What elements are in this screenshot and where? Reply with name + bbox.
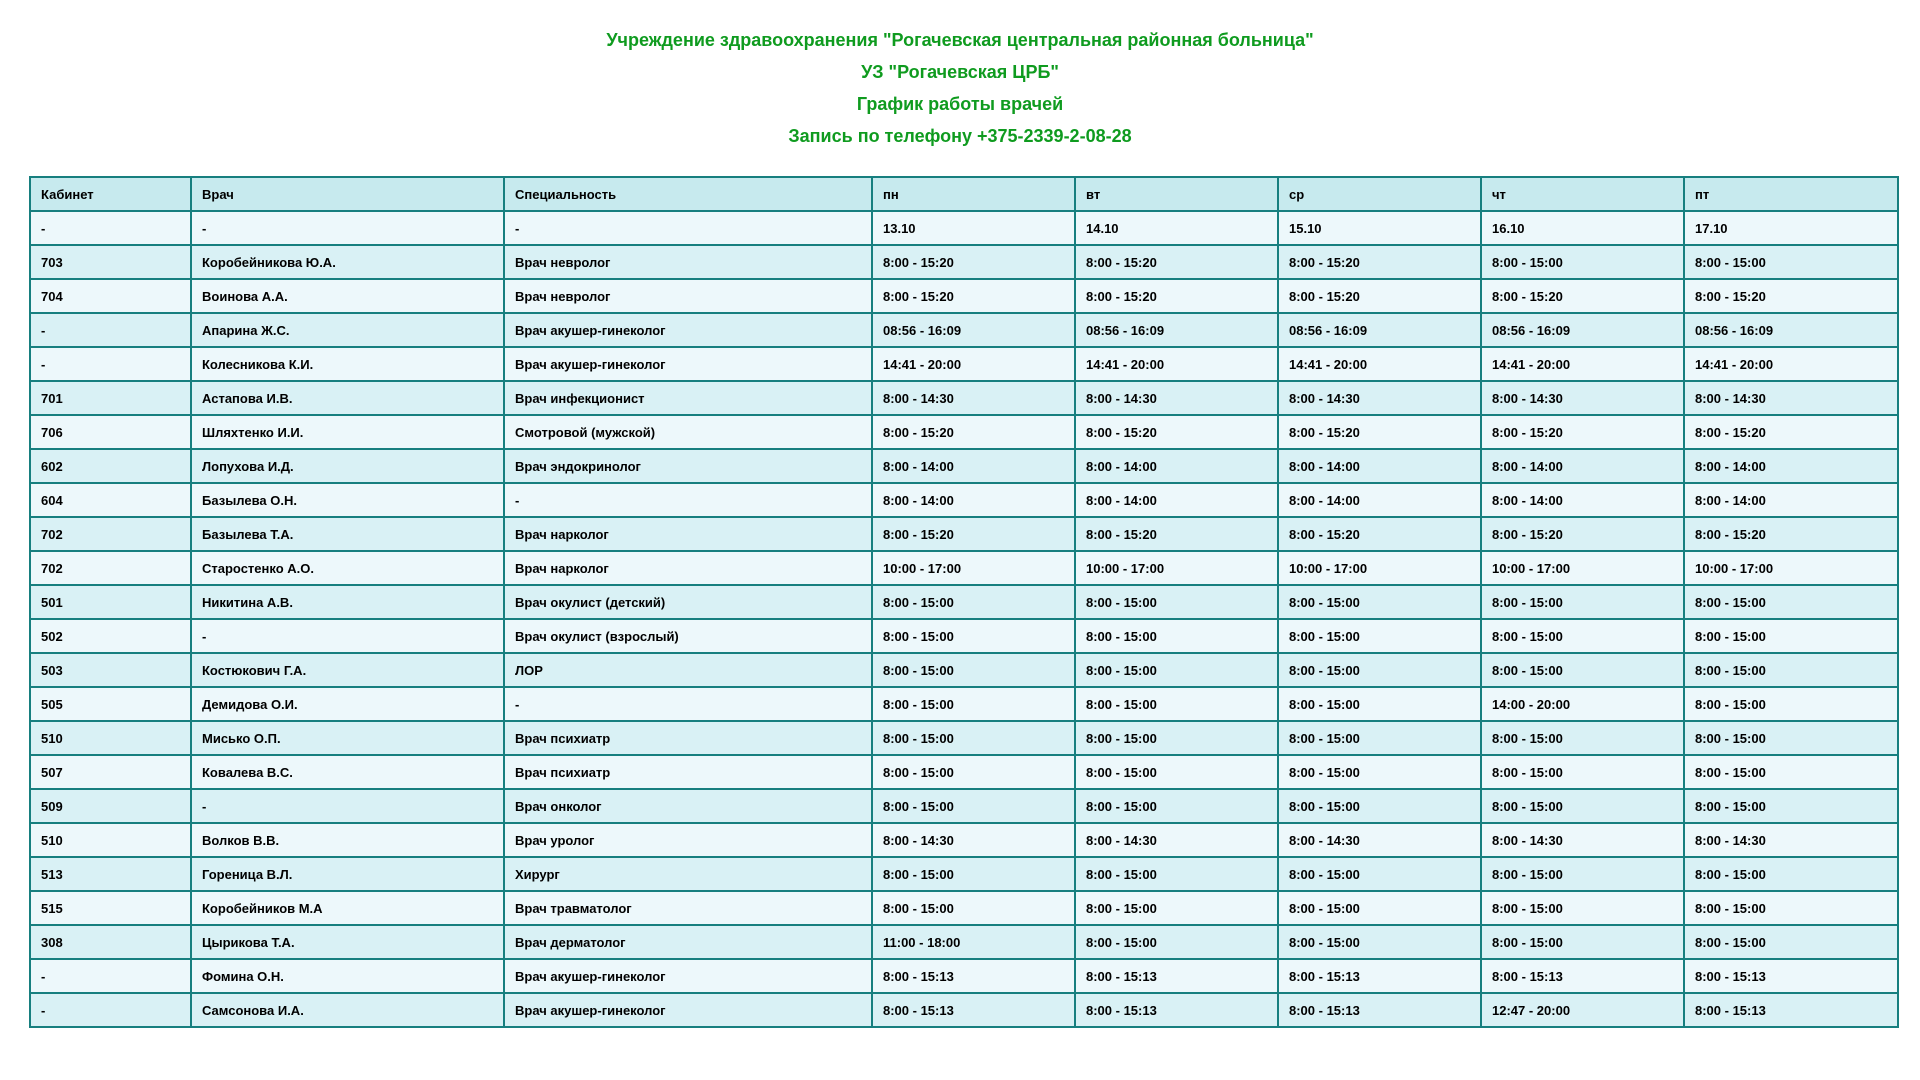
table-cell: 8:00 - 15:20 [1278, 415, 1481, 449]
table-cell: 604 [30, 483, 191, 517]
table-row [30, 721, 1898, 755]
table-cell: Врач акушер-гинеколог [504, 347, 872, 381]
table-cell: 8:00 - 15:00 [872, 653, 1075, 687]
table-cell: 08:56 - 16:09 [872, 313, 1075, 347]
table-cell: Апарина Ж.С. [191, 313, 504, 347]
table-cell: 8:00 - 15:00 [1684, 891, 1898, 925]
table-cell: 08:56 - 16:09 [1278, 313, 1481, 347]
table-cell: 8:00 - 15:00 [1684, 585, 1898, 619]
table-cell: 8:00 - 14:00 [872, 483, 1075, 517]
table-row [30, 313, 1898, 347]
column-header-2: Специальность [504, 177, 872, 211]
table-cell: 8:00 - 15:00 [1481, 653, 1684, 687]
table-cell: 701 [30, 381, 191, 415]
page-title-abbreviation: УЗ "Рогачевская ЦРБ" [861, 62, 1059, 82]
table-cell: 8:00 - 15:00 [1481, 721, 1684, 755]
table-row [30, 857, 1898, 891]
table-cell: - [504, 211, 872, 245]
table-cell: Ковалева В.С. [191, 755, 504, 789]
table-row [30, 959, 1898, 993]
column-header-5: ср [1278, 177, 1481, 211]
table-row [30, 245, 1898, 279]
table-row [30, 279, 1898, 313]
column-header-6: чт [1481, 177, 1684, 211]
table-row [30, 381, 1898, 415]
table-cell: 8:00 - 15:00 [1481, 755, 1684, 789]
table-cell: 502 [30, 619, 191, 653]
table-cell: 706 [30, 415, 191, 449]
table-cell: 8:00 - 14:00 [1684, 449, 1898, 483]
table-cell: Волков В.В. [191, 823, 504, 857]
table-cell: 8:00 - 15:20 [872, 415, 1075, 449]
table-cell: 8:00 - 15:13 [872, 959, 1075, 993]
table-cell: Демидова О.И. [191, 687, 504, 721]
page-header [0, 0, 1920, 152]
table-cell: - [30, 347, 191, 381]
table-cell: Никитина А.В. [191, 585, 504, 619]
table-cell: 8:00 - 15:00 [1684, 619, 1898, 653]
table-row [30, 653, 1898, 687]
table-cell: 10:00 - 17:00 [1481, 551, 1684, 585]
table-cell: 8:00 - 15:00 [1075, 619, 1278, 653]
table-cell: Врач дерматолог [504, 925, 872, 959]
table-cell: 10:00 - 17:00 [1278, 551, 1481, 585]
table-cell: - [30, 211, 191, 245]
table-cell: 8:00 - 15:00 [1481, 789, 1684, 823]
table-cell: 507 [30, 755, 191, 789]
table-cell: 8:00 - 15:20 [1075, 279, 1278, 313]
table-cell: 8:00 - 15:20 [1684, 279, 1898, 313]
table-cell: 8:00 - 15:00 [872, 789, 1075, 823]
table-cell: 703 [30, 245, 191, 279]
table-cell: 8:00 - 15:00 [1278, 891, 1481, 925]
table-row [30, 347, 1898, 381]
table-cell: 11:00 - 18:00 [872, 925, 1075, 959]
table-cell: 704 [30, 279, 191, 313]
table-cell: 8:00 - 15:00 [1075, 687, 1278, 721]
table-cell: 8:00 - 14:30 [1481, 381, 1684, 415]
table-cell: 8:00 - 15:00 [1075, 857, 1278, 891]
table-cell: 8:00 - 15:20 [872, 517, 1075, 551]
table-cell: 8:00 - 15:00 [1684, 687, 1898, 721]
table-row [30, 415, 1898, 449]
table-cell: 13.10 [872, 211, 1075, 245]
table-cell: Фомина О.Н. [191, 959, 504, 993]
table-cell: 08:56 - 16:09 [1684, 313, 1898, 347]
table-cell: 8:00 - 15:00 [1481, 585, 1684, 619]
table-cell: 8:00 - 15:00 [1075, 755, 1278, 789]
table-cell: 14:41 - 20:00 [872, 347, 1075, 381]
table-cell: Врач нарколог [504, 551, 872, 585]
table-cell: 8:00 - 15:00 [1075, 585, 1278, 619]
table-cell: Лопухова И.Д. [191, 449, 504, 483]
table-cell: 509 [30, 789, 191, 823]
table-cell: Коробейникова Ю.А. [191, 245, 504, 279]
table-cell: 8:00 - 15:20 [1481, 415, 1684, 449]
table-cell: 8:00 - 15:00 [1684, 789, 1898, 823]
table-cell: 8:00 - 14:30 [1278, 381, 1481, 415]
table-cell: 8:00 - 15:00 [1684, 857, 1898, 891]
table-cell: 702 [30, 517, 191, 551]
table-cell: 702 [30, 551, 191, 585]
table-cell: 8:00 - 15:00 [1278, 585, 1481, 619]
table-cell: ЛОР [504, 653, 872, 687]
table-cell: 8:00 - 15:13 [1684, 959, 1898, 993]
table-cell: 8:00 - 15:00 [1684, 925, 1898, 959]
table-cell: 8:00 - 15:00 [872, 687, 1075, 721]
table-cell: 14.10 [1075, 211, 1278, 245]
table-cell: Астапова И.В. [191, 381, 504, 415]
table-row [30, 993, 1898, 1027]
table-cell: 16.10 [1481, 211, 1684, 245]
table-cell: Врач акушер-гинеколог [504, 959, 872, 993]
table-cell: 8:00 - 14:00 [1075, 483, 1278, 517]
table-cell: 10:00 - 17:00 [872, 551, 1075, 585]
table-row [30, 891, 1898, 925]
table-cell: Костюкович Г.А. [191, 653, 504, 687]
table-cell: 8:00 - 15:20 [1278, 245, 1481, 279]
table-cell: 8:00 - 15:20 [1481, 517, 1684, 551]
table-row [30, 925, 1898, 959]
table-cell: 8:00 - 15:00 [1278, 789, 1481, 823]
table-cell: 8:00 - 15:00 [1481, 245, 1684, 279]
table-cell: Гореница В.Л. [191, 857, 504, 891]
table-cell: 8:00 - 15:00 [1075, 653, 1278, 687]
table-cell: Врач эндокринолог [504, 449, 872, 483]
column-header-1: Врач [191, 177, 504, 211]
table-cell: Воинова А.А. [191, 279, 504, 313]
table-cell: 8:00 - 15:13 [1481, 959, 1684, 993]
table-cell: 14:41 - 20:00 [1278, 347, 1481, 381]
table-cell: 8:00 - 15:00 [1278, 755, 1481, 789]
table-cell: 14:41 - 20:00 [1481, 347, 1684, 381]
table-cell: 8:00 - 15:13 [1278, 993, 1481, 1027]
table-cell: 8:00 - 14:30 [1684, 823, 1898, 857]
table-body [30, 211, 1898, 1027]
table-cell: 8:00 - 15:00 [872, 857, 1075, 891]
table-cell: 8:00 - 15:13 [1278, 959, 1481, 993]
table-cell: 8:00 - 14:00 [1075, 449, 1278, 483]
table-cell: 10:00 - 17:00 [1684, 551, 1898, 585]
table-cell: 8:00 - 15:00 [1481, 857, 1684, 891]
table-cell: 8:00 - 15:00 [1278, 619, 1481, 653]
table-cell: - [30, 993, 191, 1027]
table-cell: 8:00 - 15:20 [1075, 517, 1278, 551]
column-header-4: вт [1075, 177, 1278, 211]
table-cell: 510 [30, 823, 191, 857]
table-cell: 513 [30, 857, 191, 891]
table-cell: Врач онколог [504, 789, 872, 823]
table-cell: 8:00 - 15:00 [1684, 755, 1898, 789]
table-cell: 8:00 - 15:20 [872, 279, 1075, 313]
table-cell: 8:00 - 14:30 [1075, 381, 1278, 415]
table-cell: 8:00 - 15:00 [872, 891, 1075, 925]
table-cell: 8:00 - 15:13 [1684, 993, 1898, 1027]
table-row [30, 823, 1898, 857]
table-cell: 14:41 - 20:00 [1684, 347, 1898, 381]
table-cell: 8:00 - 15:20 [1481, 279, 1684, 313]
table-cell: Смотровой (мужской) [504, 415, 872, 449]
table-cell: 8:00 - 15:00 [1684, 653, 1898, 687]
table-cell: 8:00 - 15:00 [872, 721, 1075, 755]
table-cell: Врач травматолог [504, 891, 872, 925]
table-cell: 8:00 - 15:13 [1075, 959, 1278, 993]
table-cell: 8:00 - 15:00 [1075, 925, 1278, 959]
table-cell: 8:00 - 14:30 [1075, 823, 1278, 857]
table-cell: Врач невролог [504, 245, 872, 279]
table-cell: 503 [30, 653, 191, 687]
table-cell: Коробейников М.А [191, 891, 504, 925]
table-cell: 08:56 - 16:09 [1075, 313, 1278, 347]
table-cell: 8:00 - 15:00 [1278, 687, 1481, 721]
table-cell: - [504, 483, 872, 517]
column-header-0: Кабинет [30, 177, 191, 211]
page-title-schedule: График работы врачей [856, 94, 1064, 114]
table-cell: Колесникова К.И. [191, 347, 504, 381]
table-cell: 15.10 [1278, 211, 1481, 245]
table-cell: Самсонова И.А. [191, 993, 504, 1027]
table-cell: 505 [30, 687, 191, 721]
column-header-3: пн [872, 177, 1075, 211]
doctors-schedule-table [29, 176, 1899, 1028]
table-cell: - [30, 959, 191, 993]
table-cell: 8:00 - 15:00 [1278, 857, 1481, 891]
table-cell: 10:00 - 17:00 [1075, 551, 1278, 585]
table-cell: Врач психиатр [504, 721, 872, 755]
table-cell: 14:00 - 20:00 [1481, 687, 1684, 721]
table-cell: 501 [30, 585, 191, 619]
table-cell: 8:00 - 14:30 [872, 823, 1075, 857]
table-cell: 8:00 - 15:20 [872, 245, 1075, 279]
table-cell: Врач невролог [504, 279, 872, 313]
table-cell: 8:00 - 15:20 [1684, 517, 1898, 551]
table-cell: Мисько О.П. [191, 721, 504, 755]
table-cell: 8:00 - 15:20 [1684, 415, 1898, 449]
page-title-phone: Запись по телефону +375-2339-2-08-28 [788, 126, 1132, 146]
table-header-row [30, 177, 1898, 211]
table-cell: 602 [30, 449, 191, 483]
table-cell: Врач инфекционист [504, 381, 872, 415]
page-title-organization: Учреждение здравоохранения "Рогачевская центральная районная больница" [606, 30, 1314, 50]
table-cell: 12:47 - 20:00 [1481, 993, 1684, 1027]
table-cell: Врач уролог [504, 823, 872, 857]
table-cell: Врач психиатр [504, 755, 872, 789]
table-cell: - [191, 619, 504, 653]
table-cell: 8:00 - 15:00 [1481, 891, 1684, 925]
table-cell: 8:00 - 15:00 [1075, 891, 1278, 925]
table-cell: 8:00 - 15:00 [1481, 619, 1684, 653]
table-row [30, 585, 1898, 619]
table-cell: 8:00 - 14:00 [1278, 483, 1481, 517]
table-row [30, 211, 1898, 245]
table-cell: 8:00 - 14:00 [1481, 449, 1684, 483]
table-cell: 8:00 - 14:30 [1481, 823, 1684, 857]
table-cell: - [191, 211, 504, 245]
table-cell: 8:00 - 15:00 [1481, 925, 1684, 959]
table-cell: 8:00 - 15:20 [1278, 279, 1481, 313]
table-cell: Шляхтенко И.И. [191, 415, 504, 449]
table-cell: 8:00 - 15:13 [872, 993, 1075, 1027]
table-cell: 8:00 - 15:00 [1075, 721, 1278, 755]
table-cell: 510 [30, 721, 191, 755]
table-cell: 8:00 - 15:20 [1075, 245, 1278, 279]
table-cell: 8:00 - 15:00 [1278, 925, 1481, 959]
table-cell: Врач нарколог [504, 517, 872, 551]
table-cell: 8:00 - 14:00 [872, 449, 1075, 483]
table-cell: Врач окулист (взрослый) [504, 619, 872, 653]
table-cell: Врач акушер-гинеколог [504, 313, 872, 347]
table-cell: 8:00 - 14:30 [1684, 381, 1898, 415]
table-cell: Старостенко А.О. [191, 551, 504, 585]
table-cell: 8:00 - 14:00 [1684, 483, 1898, 517]
table-cell: Цырикова Т.А. [191, 925, 504, 959]
table-cell: 8:00 - 15:00 [1684, 721, 1898, 755]
table-cell: Хирург [504, 857, 872, 891]
table-cell: 8:00 - 14:30 [872, 381, 1075, 415]
table-cell: Базылева Т.А. [191, 517, 504, 551]
table-cell: 8:00 - 14:00 [1481, 483, 1684, 517]
table-cell: 8:00 - 15:00 [872, 619, 1075, 653]
table-cell: 8:00 - 15:20 [1278, 517, 1481, 551]
table-row [30, 755, 1898, 789]
table-cell: 8:00 - 14:30 [1278, 823, 1481, 857]
table-cell: 8:00 - 15:13 [1075, 993, 1278, 1027]
table-cell: 8:00 - 14:00 [1278, 449, 1481, 483]
table-cell: 515 [30, 891, 191, 925]
table-cell: Врач акушер-гинеколог [504, 993, 872, 1027]
table-cell: 308 [30, 925, 191, 959]
table-cell: 8:00 - 15:00 [1278, 653, 1481, 687]
table-cell: 8:00 - 15:00 [1684, 245, 1898, 279]
table-cell: Врач окулист (детский) [504, 585, 872, 619]
table-cell: 08:56 - 16:09 [1481, 313, 1684, 347]
column-header-7: пт [1684, 177, 1898, 211]
table-cell: 8:00 - 15:00 [1075, 789, 1278, 823]
table-cell: 8:00 - 15:00 [872, 585, 1075, 619]
table-cell: Базылева О.Н. [191, 483, 504, 517]
table-row [30, 619, 1898, 653]
table-row [30, 517, 1898, 551]
table-cell: - [191, 789, 504, 823]
table-cell: 17.10 [1684, 211, 1898, 245]
table-cell: - [504, 687, 872, 721]
table-cell: 14:41 - 20:00 [1075, 347, 1278, 381]
table-row [30, 551, 1898, 585]
table-row [30, 483, 1898, 517]
table-cell: 8:00 - 15:00 [1278, 721, 1481, 755]
table-cell: 8:00 - 15:20 [1075, 415, 1278, 449]
table-row [30, 789, 1898, 823]
table-cell: - [30, 313, 191, 347]
table-row [30, 687, 1898, 721]
table-cell: 8:00 - 15:00 [872, 755, 1075, 789]
table-row [30, 449, 1898, 483]
